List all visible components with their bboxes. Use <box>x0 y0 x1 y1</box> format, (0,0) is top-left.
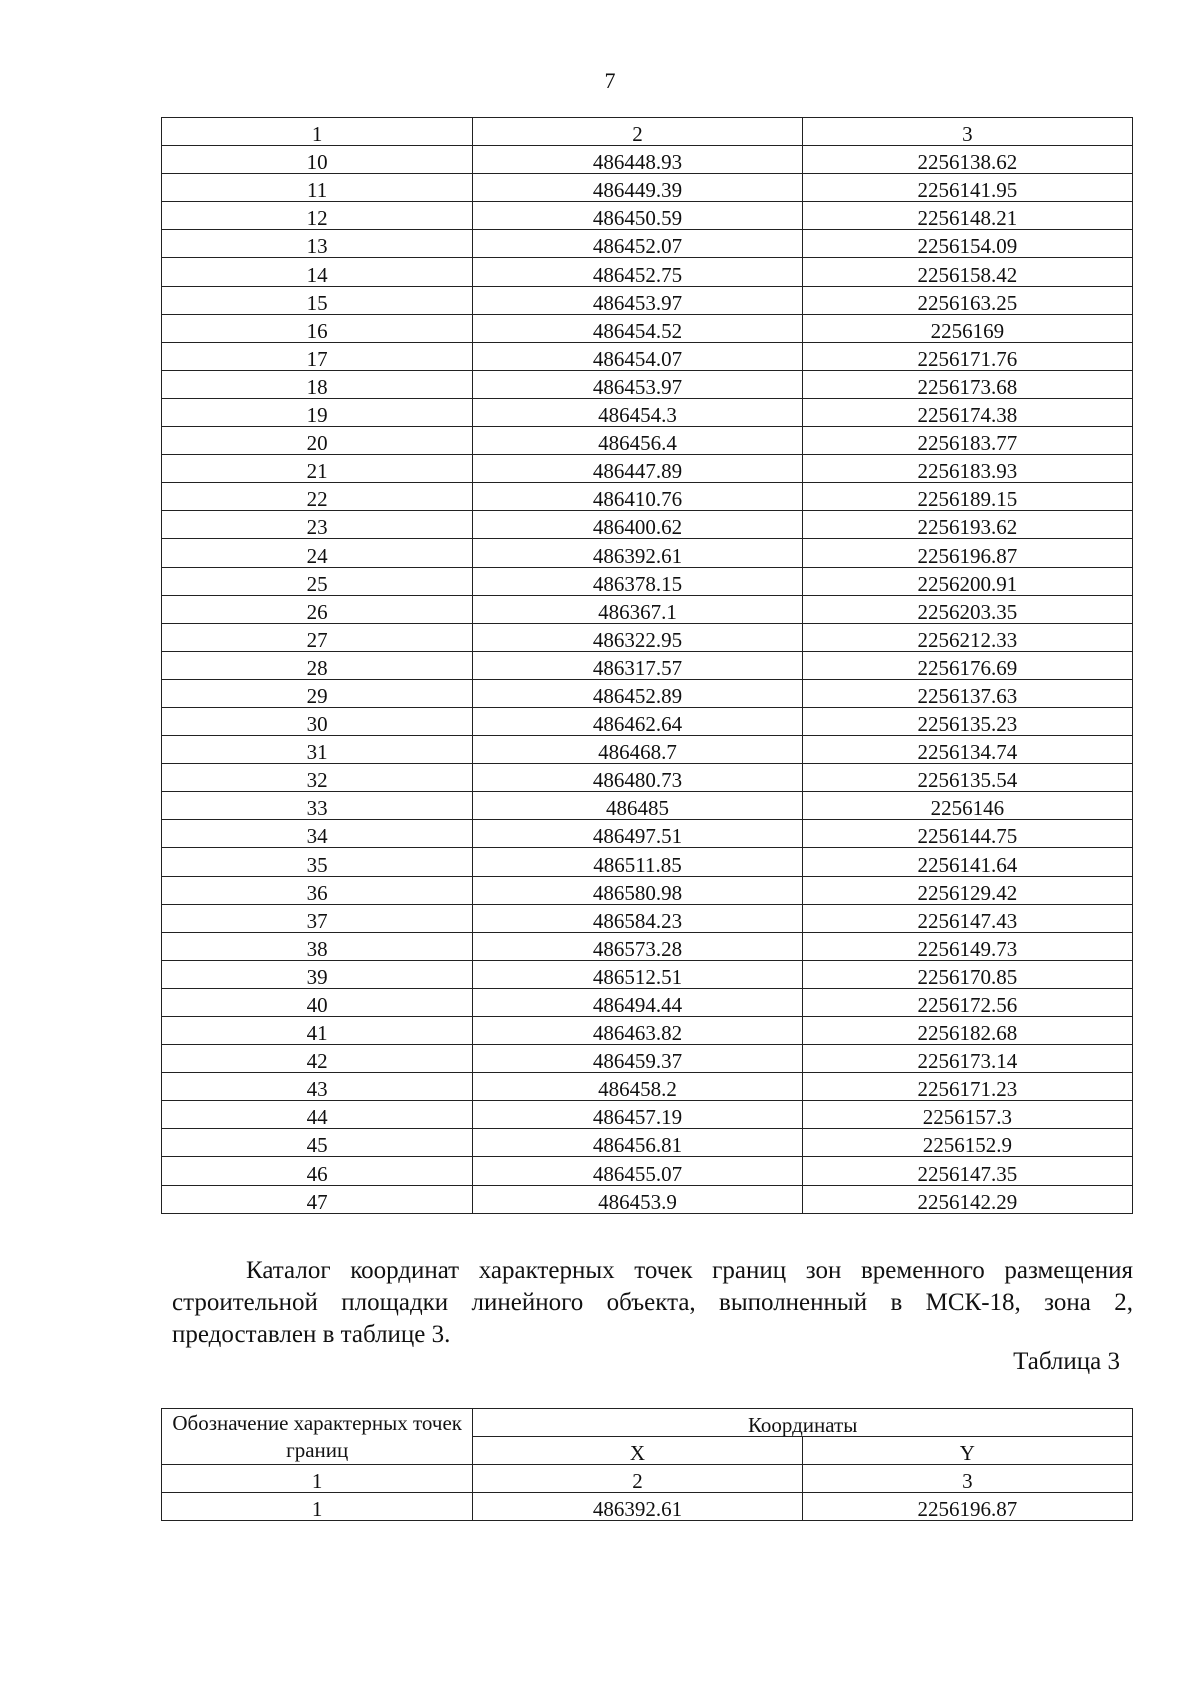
x-coordinate-cell: 486322.95 <box>473 623 802 651</box>
point-number-cell: 41 <box>162 1017 473 1045</box>
table3-column-number-row <box>162 1465 1133 1493</box>
y-coordinate-cell: 2256138.62 <box>802 146 1132 174</box>
point-number-cell: 43 <box>162 1073 473 1101</box>
y-coordinate-cell: 2256200.91 <box>802 567 1132 595</box>
column-number-row <box>162 118 1133 146</box>
point-number-cell: 10 <box>162 146 473 174</box>
y-coordinate-cell: 2256196.87 <box>802 1493 1132 1521</box>
point-number-cell: 17 <box>162 342 473 370</box>
x-coordinate-cell: 486410.76 <box>473 483 802 511</box>
point-number-cell: 38 <box>162 932 473 960</box>
y-coordinate-cell: 2256158.42 <box>802 258 1132 286</box>
table3-header-row <box>162 1409 1133 1437</box>
column-number-cell: 1 <box>162 1465 473 1493</box>
x-coordinate-cell: 486512.51 <box>473 960 802 988</box>
x-coordinate-cell: 486573.28 <box>473 932 802 960</box>
coordinate-row <box>162 258 1133 286</box>
x-coordinate-cell: 486454.07 <box>473 342 802 370</box>
point-number-cell: 47 <box>162 1185 473 1213</box>
y-coordinate-cell: 2256183.93 <box>802 455 1132 483</box>
y-coordinate-cell: 2256172.56 <box>802 988 1132 1016</box>
point-number-cell: 39 <box>162 960 473 988</box>
y-coordinate-cell: 2256174.38 <box>802 398 1132 426</box>
coordinate-row <box>162 398 1133 426</box>
coordinate-row <box>162 483 1133 511</box>
coordinate-row <box>162 848 1133 876</box>
x-coordinate-cell: 486455.07 <box>473 1157 802 1185</box>
y-coordinate-cell: 2256189.15 <box>802 483 1132 511</box>
point-number-cell: 13 <box>162 230 473 258</box>
y-coordinate-cell: 2256196.87 <box>802 539 1132 567</box>
x-coordinate-cell: 486452.89 <box>473 679 802 707</box>
y-coordinate-cell: 2256154.09 <box>802 230 1132 258</box>
coordinate-row <box>162 455 1133 483</box>
point-number-cell: 21 <box>162 455 473 483</box>
coordinate-row <box>162 792 1133 820</box>
coordinate-row <box>162 876 1133 904</box>
y-coordinate-cell: 2256134.74 <box>802 736 1132 764</box>
x-coordinate-cell: 486494.44 <box>473 988 802 1016</box>
coordinate-row <box>162 736 1133 764</box>
point-number-cell: 26 <box>162 595 473 623</box>
coordinate-row <box>162 370 1133 398</box>
coordinate-row <box>162 427 1133 455</box>
point-number-cell: 30 <box>162 707 473 735</box>
point-number-cell: 16 <box>162 314 473 342</box>
y-coordinate-cell: 2256141.64 <box>802 848 1132 876</box>
x-coordinate-cell: 486584.23 <box>473 904 802 932</box>
point-number-cell: 22 <box>162 483 473 511</box>
table3-caption: Каталог координат характерных точек границ зон временного размещения строительной площадки линейного объекта, выполненный в МСК-18, зона 2, предоставлен в таблице 3. <box>172 1257 1133 1348</box>
x-coordinate-cell: 486463.82 <box>473 1017 802 1045</box>
y-coordinate-cell: 2256193.62 <box>802 511 1132 539</box>
x-coordinate-cell: 486367.1 <box>473 595 802 623</box>
x-coordinate-cell: 486400.62 <box>473 511 802 539</box>
x-coordinate-cell: 486447.89 <box>473 455 802 483</box>
x-coordinate-cell: 486456.4 <box>473 427 802 455</box>
x-coordinate-cell: 486454.52 <box>473 314 802 342</box>
coordinate-row <box>162 679 1133 707</box>
point-number-cell: 35 <box>162 848 473 876</box>
y-coordinate-cell: 2256129.42 <box>802 876 1132 904</box>
y-coordinate-cell: 2256144.75 <box>802 820 1132 848</box>
x-coordinate-cell: 486458.2 <box>473 1073 802 1101</box>
y-coordinate-cell: 2256147.35 <box>802 1157 1132 1185</box>
y-coordinate-cell: 2256176.69 <box>802 651 1132 679</box>
coordinate-row <box>162 1157 1133 1185</box>
coordinate-row <box>162 1073 1133 1101</box>
coordinate-row <box>162 651 1133 679</box>
coordinate-row <box>162 511 1133 539</box>
y-coordinate-cell: 2256147.43 <box>802 904 1132 932</box>
y-coordinate-cell: 2256146 <box>802 792 1132 820</box>
y-coordinate-cell: 2256142.29 <box>802 1185 1132 1213</box>
point-number-cell: 29 <box>162 679 473 707</box>
y-coordinate-cell: 2256173.14 <box>802 1045 1132 1073</box>
y-coordinate-cell: 2256169 <box>802 314 1132 342</box>
x-coordinate-cell: 486453.97 <box>473 286 802 314</box>
coordinate-row <box>162 764 1133 792</box>
y-coordinate-cell: 2256203.35 <box>802 595 1132 623</box>
x-coordinate-cell: 486511.85 <box>473 848 802 876</box>
x-coordinate-cell: 486449.39 <box>473 174 802 202</box>
coordinates-header: Координаты <box>473 1409 1133 1437</box>
point-number-cell: 24 <box>162 539 473 567</box>
point-number-cell: 28 <box>162 651 473 679</box>
point-number-cell: 40 <box>162 988 473 1016</box>
coordinate-row <box>162 539 1133 567</box>
y-coordinate-cell: 2256135.23 <box>802 707 1132 735</box>
coordinate-row <box>162 1101 1133 1129</box>
x-coordinate-cell: 486450.59 <box>473 202 802 230</box>
y-coordinate-cell: 2256170.85 <box>802 960 1132 988</box>
x-coordinate-cell: 486448.93 <box>473 146 802 174</box>
x-coordinate-cell: 486459.37 <box>473 1045 802 1073</box>
x-coordinate-cell: 486468.7 <box>473 736 802 764</box>
point-number-cell: 15 <box>162 286 473 314</box>
y-coordinate-cell: 2256182.68 <box>802 1017 1132 1045</box>
point-number-cell: 34 <box>162 820 473 848</box>
coordinate-row <box>162 960 1133 988</box>
y-coordinate-cell: 2256212.33 <box>802 623 1132 651</box>
coordinates-table-body <box>162 118 1133 1214</box>
point-number-cell: 19 <box>162 398 473 426</box>
coordinate-row <box>162 146 1133 174</box>
point-number-cell: 36 <box>162 876 473 904</box>
coordinate-row <box>162 595 1133 623</box>
y-coordinate-cell: 2256152.9 <box>802 1129 1132 1157</box>
coordinate-row <box>162 286 1133 314</box>
x-coordinate-cell: 486452.75 <box>473 258 802 286</box>
y-coordinate-cell: 2256149.73 <box>802 932 1132 960</box>
x-coordinate-cell: 486454.3 <box>473 398 802 426</box>
x-coordinate-cell: 486456.81 <box>473 1129 802 1157</box>
coordinate-row <box>162 567 1133 595</box>
point-number-cell: 33 <box>162 792 473 820</box>
page-number: 7 <box>604 68 616 93</box>
coordinate-row <box>162 1129 1133 1157</box>
x-coordinate-cell: 486378.15 <box>473 567 802 595</box>
coordinate-row <box>162 230 1133 258</box>
table3-label: Таблица 3 <box>1013 1348 1120 1375</box>
x-coordinate-cell: 486392.61 <box>473 1493 802 1521</box>
coordinate-row <box>162 932 1133 960</box>
coordinate-row <box>162 174 1133 202</box>
point-number-cell: 44 <box>162 1101 473 1129</box>
y-coordinate-cell: 2256135.54 <box>802 764 1132 792</box>
point-number-cell: 32 <box>162 764 473 792</box>
column-number-cell: 3 <box>802 1465 1132 1493</box>
y-coordinate-cell: 2256148.21 <box>802 202 1132 230</box>
point-number-cell: 23 <box>162 511 473 539</box>
coordinate-row <box>162 202 1133 230</box>
point-number-cell: 20 <box>162 427 473 455</box>
column-number-cell: 1 <box>162 118 473 146</box>
y-coordinate-cell: 2256183.77 <box>802 427 1132 455</box>
column-number-cell: 2 <box>473 118 802 146</box>
x-header: X <box>473 1437 802 1465</box>
coordinate-row <box>162 707 1133 735</box>
x-coordinate-cell: 486453.97 <box>473 370 802 398</box>
coordinate-row <box>162 1045 1133 1073</box>
point-number-cell: 27 <box>162 623 473 651</box>
point-number-cell: 14 <box>162 258 473 286</box>
x-coordinate-cell: 486497.51 <box>473 820 802 848</box>
x-coordinate-cell: 486317.57 <box>473 651 802 679</box>
coordinate-row <box>162 988 1133 1016</box>
point-number-cell: 25 <box>162 567 473 595</box>
coordinate-row <box>162 314 1133 342</box>
y-coordinate-cell: 2256163.25 <box>802 286 1132 314</box>
table3-row <box>162 1493 1133 1521</box>
table3-body <box>162 1409 1133 1521</box>
y-coordinate-cell: 2256173.68 <box>802 370 1132 398</box>
y-header: Y <box>802 1437 1132 1465</box>
coordinate-row <box>162 342 1133 370</box>
coordinate-row <box>162 1017 1133 1045</box>
x-coordinate-cell: 486392.61 <box>473 539 802 567</box>
coordinate-row <box>162 623 1133 651</box>
y-coordinate-cell: 2256171.23 <box>802 1073 1132 1101</box>
y-coordinate-cell: 2256137.63 <box>802 679 1132 707</box>
designation-header: Обозначение характерных точек границ <box>162 1409 473 1465</box>
x-coordinate-cell: 486457.19 <box>473 1101 802 1129</box>
x-coordinate-cell: 486453.9 <box>473 1185 802 1213</box>
column-number-cell: 2 <box>473 1465 802 1493</box>
point-number-cell: 45 <box>162 1129 473 1157</box>
y-coordinate-cell: 2256171.76 <box>802 342 1132 370</box>
point-number-cell: 42 <box>162 1045 473 1073</box>
x-coordinate-cell: 486462.64 <box>473 707 802 735</box>
x-coordinate-cell: 486452.07 <box>473 230 802 258</box>
point-number-cell: 18 <box>162 370 473 398</box>
point-number-cell: 1 <box>162 1493 473 1521</box>
coordinate-row <box>162 820 1133 848</box>
table-3 <box>161 1408 1133 1521</box>
point-number-cell: 37 <box>162 904 473 932</box>
column-number-cell: 3 <box>802 118 1132 146</box>
x-coordinate-cell: 486485 <box>473 792 802 820</box>
x-coordinate-cell: 486580.98 <box>473 876 802 904</box>
x-coordinate-cell: 486480.73 <box>473 764 802 792</box>
y-coordinate-cell: 2256141.95 <box>802 174 1132 202</box>
point-number-cell: 31 <box>162 736 473 764</box>
coordinate-row <box>162 1185 1133 1213</box>
coordinate-row <box>162 904 1133 932</box>
point-number-cell: 11 <box>162 174 473 202</box>
y-coordinate-cell: 2256157.3 <box>802 1101 1132 1129</box>
point-number-cell: 46 <box>162 1157 473 1185</box>
coordinates-table-continued <box>161 117 1133 1214</box>
point-number-cell: 12 <box>162 202 473 230</box>
